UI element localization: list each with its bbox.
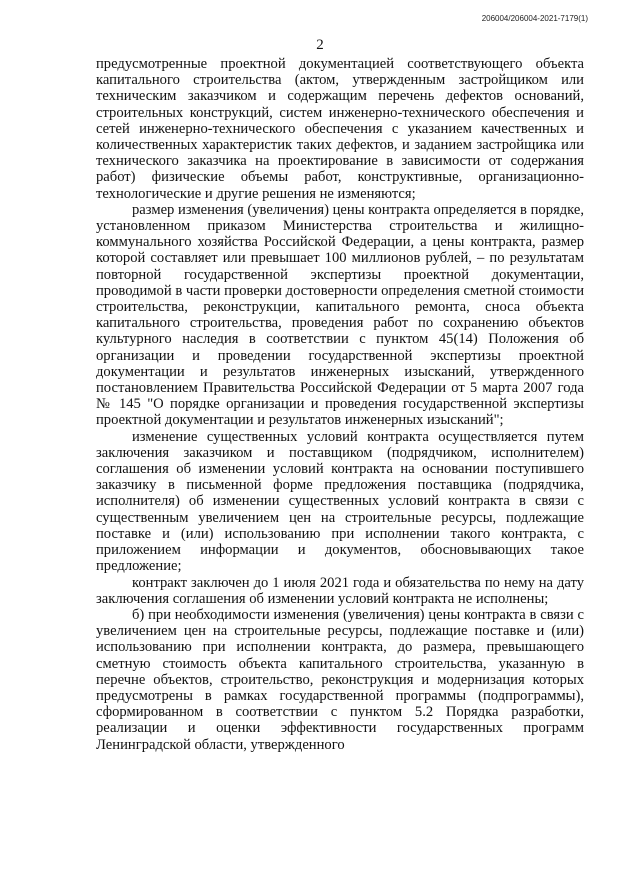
- paragraph-item-b: б) при необходимости изменения (увеличения) цены контракта в связи с увеличением цен на строительные ресурсы, подлежащие поставке и (или) использованию при исполнении контракта, до размера, превышающего сметную стоимость объекта капитального строительства, указанную в перечне объектов, строительство, реконструкция и модернизация которых предусмотрены в рамках государственной программы (подпрограммы), сформированном в соответствии с пунктом 5.2 Порядка разработки, реализации и оценки эффективности государственных программ Ленинградской области, утвержденного: [96, 606, 584, 753]
- document-id: 206004/206004-2021-7179(1): [481, 14, 588, 23]
- paragraph-price-change: размер изменения (увеличения) цены контракта определяется в порядке, установленном приказом Министерства строительства и жилищно-коммунального хозяйства Российской Федерации, а цены контракта, размер которой составляет или превышает 100 миллионов рублей, – по результатам повторной государственной экспертизы проектной документации, проводимой в части проверки достоверности определения сметной стоимости строительства, реконструкции, капитального ремонта, сноса объекта капитального строительства, проведения работ по сохранению объектов культурного наследия в соответствии с пунктом 45(14) Положения об организации и проведении государственной экспертизы проектной документации и результатов инженерных изысканий, утвержденного постановлением Правительства Российской Федерации от 5 марта 2007 года № 145 "О порядке организации и проведения государственной экспертизы проектной документации и результатов инженерных изысканий";: [96, 201, 584, 429]
- paragraph-contract-date: контракт заключен до 1 июля 2021 года и обязательства по нему на дату заключения соглашения об изменении условий контракта не исполнены;: [96, 574, 584, 607]
- page-number: 2: [316, 37, 324, 53]
- paragraph-conditions-change: изменение существенных условий контракта осуществляется путем заключения заказчиком и поставщиком (подрядчиком, исполнителем) соглашения об изменении условий контракта на основании поступившего заказчику в письменной форме предложения поставщика (подрядчика, исполнителя) об изменении существенных условий контракта в связи с существенным увеличением цен на строительные ресурсы, подлежащие поставке и (или) использованию при исполнении такого контракта, с приложением информации и документов, обосновывающих такое предложение;: [96, 428, 584, 575]
- paragraph-continuation: предусмотренные проектной документацией соответствующего объекта капитального строительства (актом, утвержденным застройщиком или техническим заказчиком и содержащим перечень дефектов оснований, строительных конструкций, систем инженерно-технического обеспечения и сетей инженерно-технического обеспечения с указанием качественных и количественных характеристик таких дефектов, и заданием застройщика или технического заказчика на проектирование в зависимости от содержания работ) физические объемы работ, конструктивные, организационно-технологические и другие решения не изменяются;: [96, 56, 584, 202]
- document-body: [96, 56, 584, 753]
